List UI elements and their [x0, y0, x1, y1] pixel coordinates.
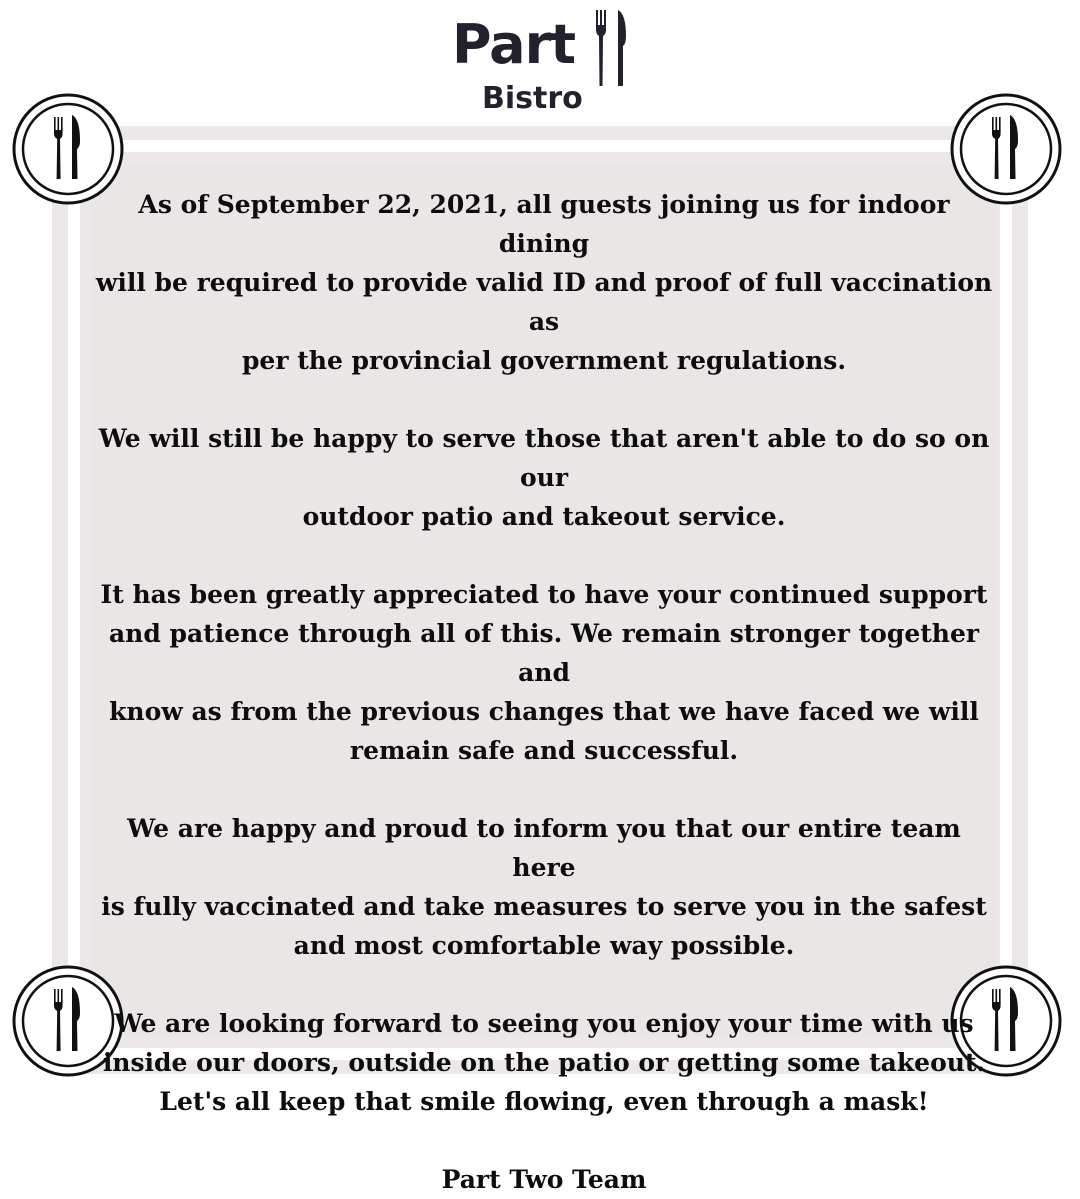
logo-bistro-text: Bistro — [482, 81, 583, 116]
logo-part-text: Part — [452, 13, 576, 76]
notice-signature: Part Two Team — [441, 1165, 647, 1194]
notice-paragraph: We are looking forward to seeing you enjoy your time with us inside our doors, outside on the patio or getting some takeout. Let's all keep that smile flowing, even through a mask! — [102, 1009, 986, 1116]
notice-paragraph: We are happy and proud to inform you that our entire team here is fully vaccinated and take measures to serve you in the safest and most comfortable way possible. — [101, 814, 987, 960]
notice-paragraph: It has been greatly appreciated to have your continued support and patience through all of this. We remain stronger together and know as from the previous changes that we have faced we will remain safe and successful. — [100, 580, 988, 765]
fork-knife-icon — [594, 8, 628, 88]
bistro-logo — [452, 8, 632, 116]
notice-paragraph: As of September 22, 2021, all guests joining us for indoor dining will be required to provide valid ID and proof of full vaccination as per the provincial government regulations. — [95, 190, 993, 375]
notice-body — [92, 185, 996, 1199]
notice-paragraph: We will still be happy to serve those that aren't able to do so on our outdoor patio and takeout service. — [98, 424, 990, 531]
